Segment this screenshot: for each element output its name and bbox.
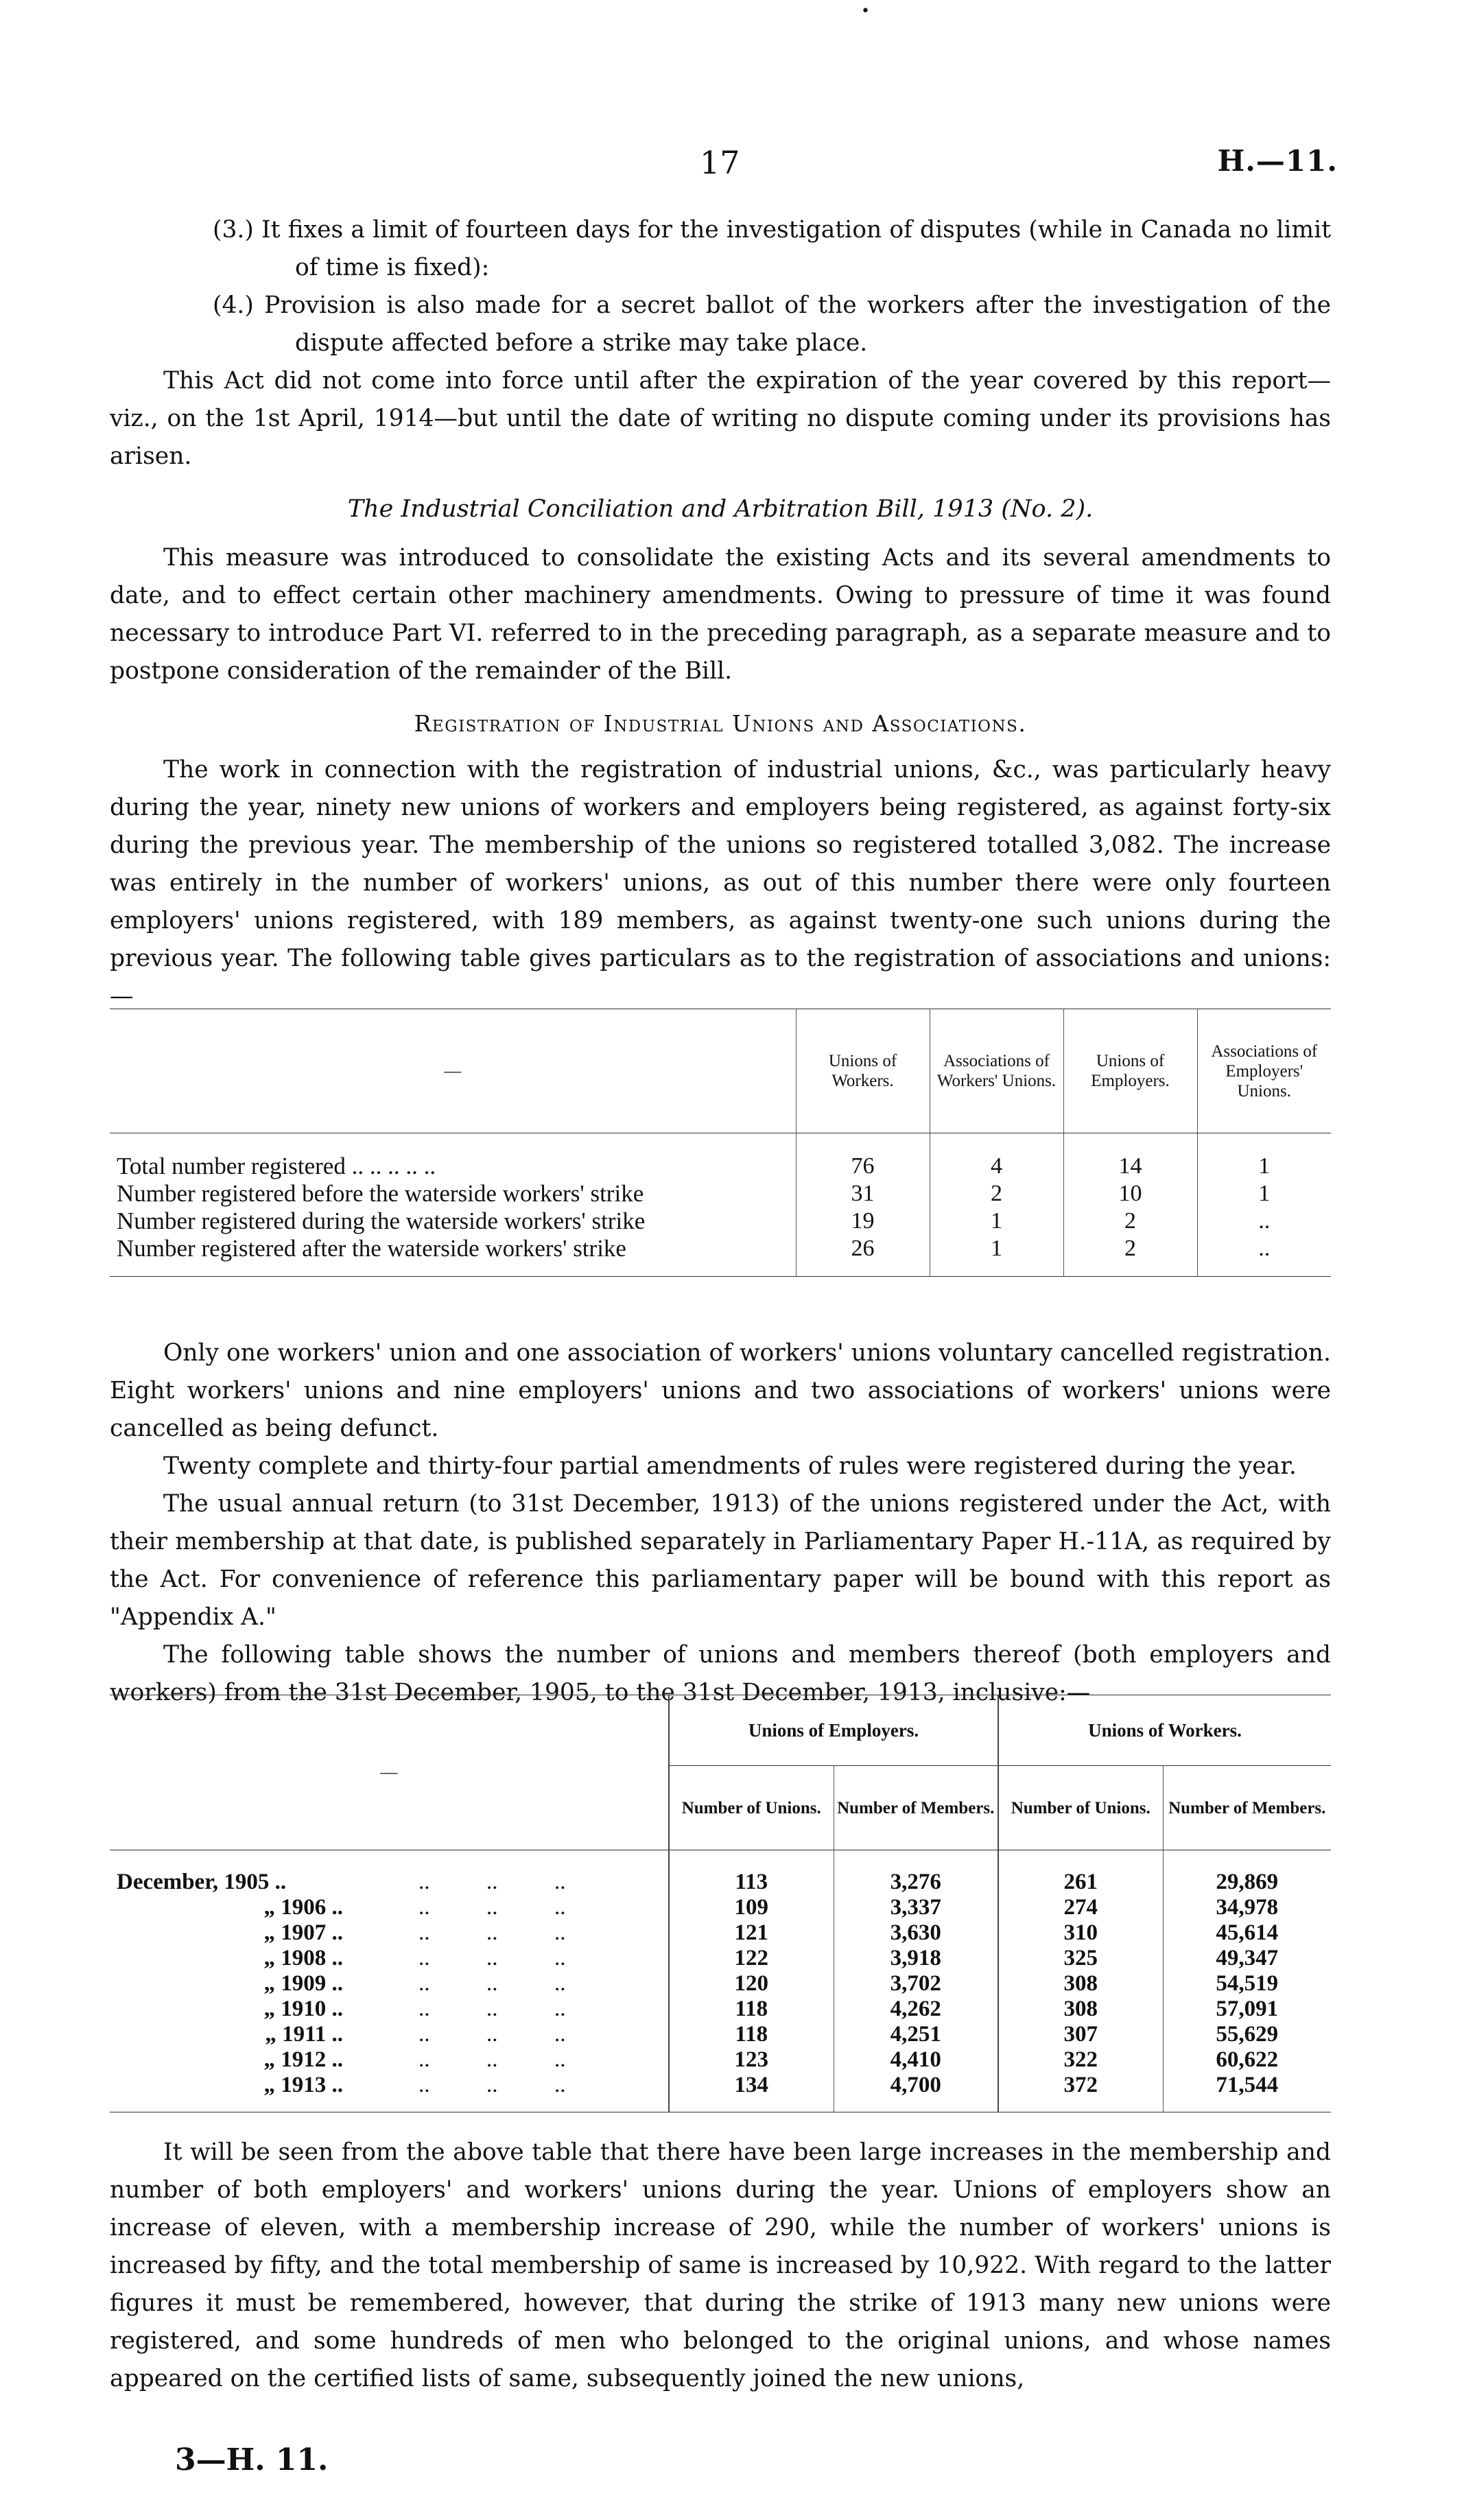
header-employer-members-number: Number of Members. — [834, 1766, 998, 1850]
row-label — [110, 1895, 669, 1920]
cell: 3,702 — [834, 1971, 998, 1997]
cell: 26 — [796, 1235, 930, 1277]
row-label — [110, 1971, 669, 1997]
cell: 310 — [998, 1920, 1163, 1946]
cell: 1 — [1197, 1180, 1331, 1208]
cell: 4,410 — [834, 2047, 998, 2073]
cell: 4,262 — [834, 1997, 998, 2022]
print-mark: • — [861, 3, 870, 20]
cell: 3,630 — [834, 1920, 998, 1946]
cell: 372 — [998, 2073, 1163, 2112]
registration-table — [110, 1009, 1331, 1277]
table-row — [110, 1895, 1331, 1920]
row-date: „ 1908 .. — [263, 1946, 343, 1970]
intro-block — [110, 211, 1331, 475]
cell: 2 — [1063, 1208, 1197, 1235]
cell: 325 — [998, 1946, 1163, 1971]
table-row — [110, 2047, 1331, 2073]
cell: 71,544 — [1163, 2073, 1331, 2112]
header-employer-unions-number: Number of Unions. — [669, 1766, 834, 1850]
cell: 34,978 — [1163, 1895, 1331, 1920]
row-label — [110, 2047, 669, 2073]
header-unions-of-workers: Unions of Workers. — [796, 1009, 930, 1133]
row-date: „ 1912 .. — [263, 2047, 343, 2072]
header-worker-unions-number: Number of Unions. — [998, 1766, 1163, 1850]
cell: 308 — [998, 1971, 1163, 1997]
cell: .. — [1197, 1208, 1331, 1235]
cell: 45,614 — [1163, 1920, 1331, 1946]
table-row — [110, 1235, 1331, 1277]
cell: 2 — [1063, 1235, 1197, 1277]
membership-table — [110, 1695, 1331, 2112]
header-associations-of-workers-unions: Associations of Workers' Unions. — [930, 1009, 1063, 1133]
table-row — [110, 1920, 1331, 1946]
cell: 109 — [669, 1895, 834, 1920]
row-leader-dots: .. .. .. — [418, 2022, 566, 2047]
cell: 308 — [998, 1997, 1163, 2022]
cell: 55,629 — [1163, 2022, 1331, 2047]
cell: 49,347 — [1163, 1946, 1331, 1971]
cell: 113 — [669, 1870, 834, 1895]
registration-heading: Registration of Industrial Unions and Associations. — [414, 710, 1027, 737]
row-date: „ 1910 .. — [263, 1997, 343, 2021]
intro-paragraph: This Act did not come into force until after the expiration of the year covered by this report—viz., on the 1st April, 1914—but until the date of writing no dispute coming under its provisions has arisen. — [110, 367, 1331, 470]
bill-heading: The Industrial Conciliation and Arbitration Bill, 1913 (No. 2). — [347, 495, 1094, 523]
bill-paragraph-block — [110, 539, 1331, 690]
list-item-3: (3.) It fixes a limit of fourteen days for the investigation of disputes (while in Canada no limit of time is fixed): — [213, 216, 1331, 281]
row-label — [110, 1920, 669, 1946]
bill-paragraph: This measure was introduced to consolidate the existing Acts and its several amendments to date, and to effect certain other machinery amendments. Owing to pressure of time it was found necessary to introduce Part VI. referred to in the preceding paragraph, as a separate measure and to postpone consideration of the remainder of the Bill. — [110, 544, 1331, 685]
registration-paragraph-block — [110, 751, 1331, 1015]
row-date: „ 1907 .. — [263, 1920, 343, 1945]
row-leader-dots: .. .. .. — [418, 1971, 566, 1996]
table-row — [110, 1208, 1331, 1235]
header-unions-of-employers: Unions of Employers. — [669, 1695, 998, 1766]
cell: 4,251 — [834, 2022, 998, 2047]
middle-block — [110, 1334, 1331, 1712]
annual-return-paragraph: The usual annual return (to 31st December, 1913) of the unions registered under the Act, with their membership at that date, is published separately in Parliamentary Paper H.-11A, as required by the Act. For convenience of reference this parliamentary paper will be bound with this report as "Appendix A." — [110, 1490, 1331, 1631]
table-row — [110, 2073, 1331, 2112]
cell: 31 — [796, 1180, 930, 1208]
table-row — [110, 2022, 1331, 2047]
cell: 57,091 — [1163, 1997, 1331, 2022]
cell: 1 — [1197, 1153, 1331, 1180]
row-leader-dots: .. .. .. — [418, 2073, 566, 2097]
row-label — [110, 1870, 669, 1895]
header-unions-of-employers: Unions of Employers. — [1063, 1009, 1197, 1133]
cell: 118 — [669, 1997, 834, 2022]
document-reference: H.—11. — [1217, 144, 1338, 178]
cell: .. — [1197, 1235, 1331, 1277]
cell: 60,622 — [1163, 2047, 1331, 2073]
cell: 54,519 — [1163, 1971, 1331, 1997]
amendments-paragraph: Twenty complete and thirty-four partial amendments of rules were registered during the year. — [163, 1452, 1297, 1480]
table-header-row — [110, 1009, 1331, 1133]
cell: 19 — [796, 1208, 930, 1235]
table-row — [110, 1971, 1331, 1997]
cell: 118 — [669, 2022, 834, 2047]
closing-paragraph: It will be seen from the above table that there have been large increases in the membership and number of both employers' and workers' unions during the year. Unions of employers show an increase of eleven, with a membership increase of 290, while the number of workers' unions is increased by fifty, and the total membership of same is increased by 10,922. With regard to the latter figures it must be remembered, however, that during the strike of 1913 many new unions were registered, and some hundreds of men who belonged to the original unions, and whose names appeared on the certified lists of same, subsequently joined the new unions, — [110, 2139, 1331, 2392]
row-label — [110, 2022, 669, 2047]
row-date: „ 1909 .. — [263, 1971, 343, 1996]
cell: 3,276 — [834, 1870, 998, 1895]
cell: 274 — [998, 1895, 1163, 1920]
cell: 322 — [998, 2047, 1163, 2073]
cell: 4 — [930, 1153, 1063, 1180]
header-dash: — — [110, 1695, 669, 1850]
header-associations-of-employers-unions: Associations of Employers' Unions. — [1197, 1009, 1331, 1133]
row-label: Number registered after the waterside workers' strike — [110, 1235, 796, 1277]
cell: 1 — [930, 1235, 1063, 1277]
row-label: Number registered during the waterside workers' strike — [117, 1208, 646, 1234]
cell: 29,869 — [1163, 1870, 1331, 1895]
table-row — [110, 1153, 1331, 1180]
row-leader-dots: .. .. .. — [418, 1895, 566, 1920]
row-label — [110, 2073, 669, 2112]
signature-footer: 3—H. 11. — [175, 2442, 329, 2477]
table-row — [110, 1997, 1331, 2022]
cancellation-paragraph: Only one workers' union and one association of workers' unions voluntary cancelled registration. Eight workers' unions and nine employers' unions and two associations of workers' unions were cancelled as being defunct. — [110, 1339, 1331, 1442]
cell: 261 — [998, 1870, 1163, 1895]
cell: 121 — [669, 1920, 834, 1946]
header-dash: — — [110, 1009, 796, 1133]
cell: 14 — [1063, 1153, 1197, 1180]
row-date: „ 1913 .. — [263, 2073, 343, 2097]
closing-block — [110, 2134, 1331, 2398]
row-date: December, 1905 .. — [117, 1870, 287, 1894]
cell: 3,918 — [834, 1946, 998, 1971]
row-label: Total number registered .. .. .. .. .. — [117, 1153, 436, 1179]
header-unions-of-workers: Unions of Workers. — [998, 1695, 1331, 1766]
row-date: „ 1911 .. — [265, 2022, 343, 2047]
row-leader-dots: .. .. .. — [418, 1946, 566, 1970]
membership-table-intro: The following table shows the number of unions and members thereof (both employers and workers) from the 31st December, 1905, to the 31st December, 1913, inclusive:— — [110, 1641, 1331, 1706]
cell: 123 — [669, 2047, 834, 2073]
cell: 4,700 — [834, 2073, 998, 2112]
cell: 3,337 — [834, 1895, 998, 1920]
header-worker-members-number: Number of Members. — [1163, 1766, 1331, 1850]
table-row — [110, 1870, 1331, 1895]
row-leader-dots: .. .. .. — [418, 1920, 566, 1945]
row-label — [110, 1997, 669, 2022]
row-leader-dots: .. .. .. — [418, 2047, 566, 2072]
cell: 134 — [669, 2073, 834, 2112]
cell: 1 — [930, 1208, 1063, 1235]
table-row — [110, 1180, 1331, 1208]
registration-paragraph: The work in connection with the registration of industrial unions, &c., was particularly heavy during the year, ninety new unions of workers and employers being registered, as against forty-six during the previous year. The membership of the unions so registered totalled 3,082. The increase was entirely in the number of workers' unions, as out of this number there were only fourteen employers' unions registered, with 189 members, as against twenty-one such unions during the previous year. The following table gives particulars as to the registration of associations and unions:— — [110, 756, 1331, 1010]
cell: 76 — [796, 1153, 930, 1180]
cell: 120 — [669, 1971, 834, 1997]
table-row — [110, 1946, 1331, 1971]
row-label: Number registered before the waterside workers' strike — [117, 1180, 644, 1207]
list-item-4: (4.) Provision is also made for a secret ballot of the workers after the investigation of the dispute affected before a strike may take place. — [213, 292, 1331, 357]
cell: 2 — [930, 1180, 1063, 1208]
cell: 122 — [669, 1946, 834, 1971]
row-label — [110, 1946, 669, 1971]
cell: 10 — [1063, 1180, 1197, 1208]
row-leader-dots: .. .. .. — [418, 1870, 566, 1894]
page-number: 17 — [700, 144, 740, 181]
cell: 307 — [998, 2022, 1163, 2047]
row-leader-dots: .. .. .. — [418, 1997, 566, 2021]
row-date: „ 1906 .. — [263, 1895, 343, 1920]
